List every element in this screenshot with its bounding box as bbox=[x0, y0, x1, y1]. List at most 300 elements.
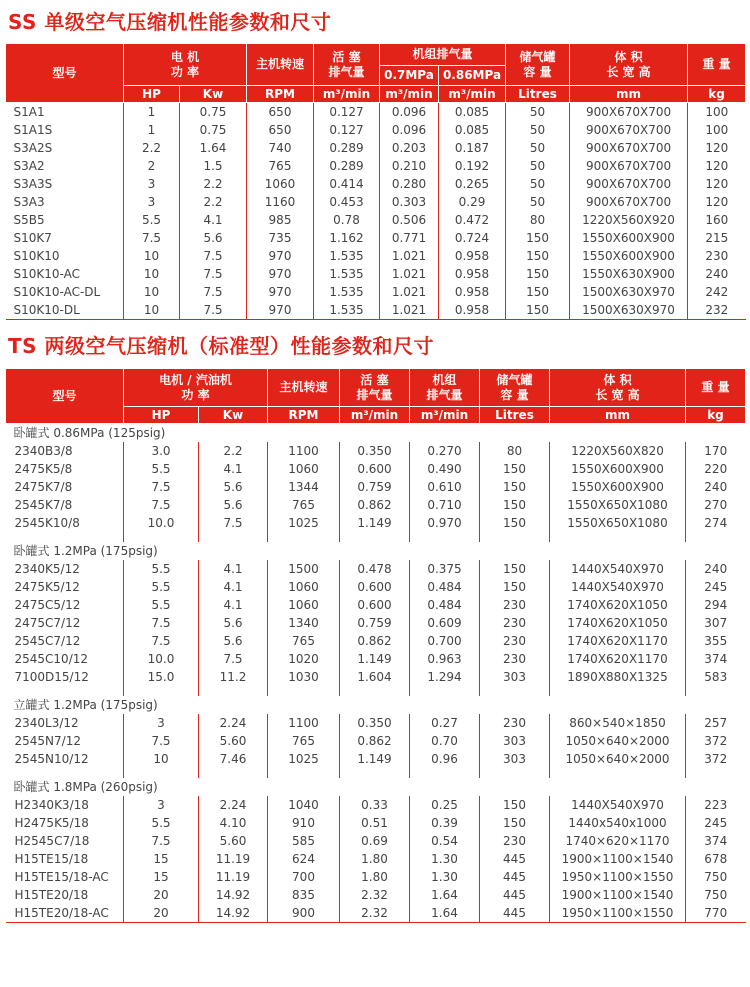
value-cell: 900X670X700 bbox=[570, 157, 688, 175]
value-cell: 14.92 bbox=[199, 904, 268, 923]
value-cell: 1500X630X970 bbox=[570, 301, 688, 320]
value-cell: 50 bbox=[506, 103, 570, 122]
value-cell: 3 bbox=[124, 193, 180, 211]
model-cell: S3A3S bbox=[13, 177, 53, 191]
value-cell: 20 bbox=[124, 904, 199, 923]
value-cell: 1025 bbox=[268, 514, 340, 532]
value-cell: 0.759 bbox=[340, 478, 410, 496]
value-cell: 5.5 bbox=[124, 596, 199, 614]
value-cell: 765 bbox=[268, 496, 340, 514]
value-cell: 230 bbox=[480, 596, 550, 614]
table-row bbox=[6, 283, 746, 301]
value-cell: 0.484 bbox=[410, 596, 480, 614]
gap-cell bbox=[686, 686, 746, 696]
value-cell: 1550X600X900 bbox=[570, 229, 688, 247]
model-cell: 7100D15/12 bbox=[14, 670, 89, 684]
value-cell: 0.610 bbox=[410, 478, 480, 496]
value-cell: 0.085 bbox=[439, 121, 506, 139]
value-cell: 445 bbox=[480, 850, 550, 868]
value-cell: 11.19 bbox=[199, 850, 268, 868]
value-cell: 303 bbox=[480, 750, 550, 768]
value-cell: 735 bbox=[247, 229, 314, 247]
gap-cell bbox=[340, 768, 410, 778]
table-row bbox=[6, 668, 746, 686]
table-row bbox=[6, 121, 746, 139]
value-cell: 1740X620X1170 bbox=[550, 650, 686, 668]
value-cell: 100 bbox=[688, 121, 746, 139]
value-cell: 1160 bbox=[247, 193, 314, 211]
header-weight: 重 量 bbox=[686, 369, 746, 407]
value-cell: 7.5 bbox=[124, 632, 199, 650]
value-cell: 230 bbox=[480, 614, 550, 632]
unit-cell: kg bbox=[688, 86, 746, 103]
model-cell: S10K10-AC bbox=[13, 267, 80, 281]
value-cell: 0.289 bbox=[314, 157, 380, 175]
value-cell: 0.490 bbox=[410, 460, 480, 478]
value-cell: 0.958 bbox=[439, 265, 506, 283]
value-cell: 7.5 bbox=[199, 650, 268, 668]
model-cell: H15TE20/18-AC bbox=[6, 904, 124, 923]
value-cell: 0.862 bbox=[340, 632, 410, 650]
value-cell: 1740×620×1170 bbox=[550, 832, 686, 850]
value-cell: 1220X560X820 bbox=[550, 442, 686, 460]
value-cell: 0.210 bbox=[380, 157, 439, 175]
table-row bbox=[6, 732, 746, 750]
value-cell: 374 bbox=[686, 832, 746, 850]
value-cell: 5.6 bbox=[199, 496, 268, 514]
value-cell: 970 bbox=[247, 247, 314, 265]
value-cell: 2.32 bbox=[340, 886, 410, 904]
value-cell: 0.478 bbox=[340, 560, 410, 578]
value-cell: 0.51 bbox=[340, 814, 410, 832]
value-cell: 1.604 bbox=[340, 668, 410, 686]
header-dimensions: 体 积 长 宽 高 bbox=[570, 44, 688, 86]
header-speed: 主机转速 bbox=[268, 369, 340, 407]
value-cell: 150 bbox=[480, 460, 550, 478]
gap-cell bbox=[480, 532, 550, 542]
value-cell: 120 bbox=[688, 139, 746, 157]
value-cell: 0.414 bbox=[314, 175, 380, 193]
value-cell: 1550X600X900 bbox=[570, 247, 688, 265]
value-cell: 5.5 bbox=[124, 211, 180, 229]
value-cell: 240 bbox=[686, 478, 746, 496]
model-cell: S10K10-AC-DL bbox=[13, 285, 101, 299]
header-model: 型号 bbox=[6, 44, 124, 103]
value-cell: 257 bbox=[686, 714, 746, 732]
value-cell: 120 bbox=[688, 157, 746, 175]
value-cell: 10 bbox=[124, 247, 180, 265]
header-dimensions: 体 积 长 宽 高 bbox=[550, 369, 686, 407]
value-cell: 1.535 bbox=[314, 265, 380, 283]
value-cell: 1 bbox=[124, 103, 180, 122]
gap-cell bbox=[124, 686, 199, 696]
value-cell: 678 bbox=[686, 850, 746, 868]
value-cell: 765 bbox=[247, 157, 314, 175]
value-cell: 303 bbox=[480, 732, 550, 750]
value-cell: 1030 bbox=[268, 668, 340, 686]
value-cell: 970 bbox=[247, 301, 314, 320]
value-cell: 15 bbox=[124, 850, 199, 868]
value-cell: 3 bbox=[124, 714, 199, 732]
value-cell: 1440X540X970 bbox=[550, 796, 686, 814]
value-cell: 1.294 bbox=[410, 668, 480, 686]
value-cell: 770 bbox=[686, 904, 746, 923]
header-flow-07mpa: 0.7MPa bbox=[380, 66, 439, 86]
value-cell: 740 bbox=[247, 139, 314, 157]
unit-cell: mm bbox=[550, 407, 686, 424]
value-cell: 0.187 bbox=[439, 139, 506, 157]
section-label: 立罐式 1.2MPa (175psig) bbox=[13, 698, 158, 712]
value-cell: 0.096 bbox=[380, 103, 439, 122]
table-row bbox=[6, 496, 746, 514]
value-cell: 0.970 bbox=[410, 514, 480, 532]
unit-cell: RPM bbox=[247, 86, 314, 103]
value-cell: 1500 bbox=[268, 560, 340, 578]
model-cell: H15TE15/18-AC bbox=[14, 870, 109, 884]
value-cell: 150 bbox=[480, 478, 550, 496]
value-cell: 0.963 bbox=[410, 650, 480, 668]
value-cell: 7.5 bbox=[124, 229, 180, 247]
value-cell: 0.771 bbox=[380, 229, 439, 247]
table-row bbox=[6, 211, 746, 229]
value-cell: 2.2 bbox=[180, 193, 247, 211]
value-cell: 3.0 bbox=[124, 442, 199, 460]
value-cell: 4.1 bbox=[199, 460, 268, 478]
value-cell: 5.6 bbox=[199, 632, 268, 650]
value-cell: 1340 bbox=[268, 614, 340, 632]
table-row bbox=[6, 175, 746, 193]
table-row bbox=[6, 850, 746, 868]
value-cell: 1.535 bbox=[314, 301, 380, 320]
table-row bbox=[6, 814, 746, 832]
value-cell: 230 bbox=[480, 632, 550, 650]
unit-cell: m³/min bbox=[340, 407, 410, 424]
value-cell: 0.958 bbox=[439, 283, 506, 301]
value-cell: 355 bbox=[686, 632, 746, 650]
unit-cell: Kw bbox=[199, 407, 268, 424]
value-cell: 1.30 bbox=[410, 868, 480, 886]
model-cell: 2545K10/8 bbox=[14, 516, 80, 530]
value-cell: 5.5 bbox=[124, 578, 199, 596]
model-cell: 2475K5/8 bbox=[14, 462, 73, 476]
value-cell: 1.5 bbox=[180, 157, 247, 175]
unit-cell: m³/min bbox=[439, 86, 506, 103]
value-cell: 7.5 bbox=[124, 832, 199, 850]
model-cell: S1A1S bbox=[13, 123, 53, 137]
model-cell: S3A2 bbox=[13, 159, 45, 173]
value-cell: 1440x540x1000 bbox=[550, 814, 686, 832]
ss-title: SS 单级空气压缩机性能参数和尺寸 bbox=[8, 10, 332, 34]
value-cell: 150 bbox=[506, 283, 570, 301]
model-cell: S3A2S bbox=[13, 141, 53, 155]
gap-cell bbox=[550, 532, 686, 542]
value-cell: 150 bbox=[506, 229, 570, 247]
model-cell: 2545C7/12 bbox=[14, 634, 81, 648]
value-cell: 1950×1100×1550 bbox=[550, 868, 686, 886]
value-cell: 1900×1100×1540 bbox=[550, 850, 686, 868]
value-cell: 624 bbox=[268, 850, 340, 868]
gap-cell bbox=[268, 768, 340, 778]
value-cell: 0.75 bbox=[180, 121, 247, 139]
value-cell: 10 bbox=[124, 301, 180, 320]
value-cell: 242 bbox=[688, 283, 746, 301]
value-cell: 1440X540X970 bbox=[550, 578, 686, 596]
unit-cell: kg bbox=[686, 407, 746, 424]
value-cell: 1900×1100×1540 bbox=[550, 886, 686, 904]
gap-cell bbox=[550, 686, 686, 696]
value-cell: 1060 bbox=[268, 460, 340, 478]
value-cell: 0.280 bbox=[380, 175, 439, 193]
section-label: 卧罐式 0.86MPa (125psig) bbox=[13, 426, 166, 440]
value-cell: 0.375 bbox=[410, 560, 480, 578]
table-row bbox=[6, 714, 746, 732]
value-cell: 1.021 bbox=[380, 283, 439, 301]
value-cell: 0.27 bbox=[410, 714, 480, 732]
value-cell: 1440X540X970 bbox=[550, 560, 686, 578]
model-cell: 2475C5/12 bbox=[14, 598, 81, 612]
table-row bbox=[6, 193, 746, 211]
value-cell: 1740X620X1170 bbox=[550, 632, 686, 650]
model-cell: S5B5 bbox=[13, 213, 45, 227]
table-row bbox=[6, 750, 746, 768]
value-cell: 3 bbox=[124, 796, 199, 814]
value-cell: 1020 bbox=[268, 650, 340, 668]
section-gap bbox=[6, 532, 746, 542]
header-motor-engine-power: 电机 / 汽油机 功 率 bbox=[124, 369, 268, 407]
value-cell: 120 bbox=[688, 175, 746, 193]
header-tank-capacity: 储气罐 容 量 bbox=[506, 44, 570, 86]
value-cell: 0.78 bbox=[314, 211, 380, 229]
value-cell: 1100 bbox=[268, 442, 340, 460]
value-cell: 1.162 bbox=[314, 229, 380, 247]
value-cell: 585 bbox=[268, 832, 340, 850]
table-row bbox=[6, 514, 746, 532]
header-model: 型号 bbox=[6, 369, 124, 424]
table-row bbox=[6, 632, 746, 650]
value-cell: 7.5 bbox=[180, 247, 247, 265]
value-cell: 0.350 bbox=[340, 442, 410, 460]
value-cell: 5.6 bbox=[199, 478, 268, 496]
value-cell: 303 bbox=[480, 668, 550, 686]
value-cell: 900X670X700 bbox=[570, 103, 688, 122]
unit-cell: m³/min bbox=[410, 407, 480, 424]
value-cell: 50 bbox=[506, 139, 570, 157]
value-cell: 0.096 bbox=[380, 121, 439, 139]
unit-cell: Litres bbox=[480, 407, 550, 424]
header-motor-power: 电 机 功 率 bbox=[124, 44, 247, 86]
value-cell: 1.021 bbox=[380, 265, 439, 283]
value-cell: 230 bbox=[480, 832, 550, 850]
table-row bbox=[6, 247, 746, 265]
value-cell: 0.33 bbox=[340, 796, 410, 814]
value-cell: 900X670X700 bbox=[570, 193, 688, 211]
unit-cell: mm bbox=[570, 86, 688, 103]
value-cell: 0.958 bbox=[439, 301, 506, 320]
value-cell: 14.92 bbox=[199, 886, 268, 904]
value-cell: 0.127 bbox=[314, 121, 380, 139]
value-cell: 230 bbox=[480, 714, 550, 732]
value-cell: 1740X620X1050 bbox=[550, 596, 686, 614]
value-cell: 15 bbox=[124, 868, 199, 886]
gap-cell bbox=[199, 532, 268, 542]
value-cell: 150 bbox=[480, 814, 550, 832]
value-cell: 170 bbox=[686, 442, 746, 460]
gap-cell bbox=[6, 686, 124, 696]
value-cell: 307 bbox=[686, 614, 746, 632]
value-cell: 765 bbox=[268, 732, 340, 750]
model-cell: 2475K5/12 bbox=[14, 580, 80, 594]
value-cell: 10 bbox=[124, 283, 180, 301]
ts-spec-table bbox=[5, 368, 746, 923]
model-cell: 2475C7/12 bbox=[14, 616, 81, 630]
model-cell: 2545K7/8 bbox=[14, 498, 73, 512]
value-cell: 1950×1100×1550 bbox=[550, 904, 686, 923]
unit-cell: Kw bbox=[180, 86, 247, 103]
value-cell: 215 bbox=[688, 229, 746, 247]
gap-cell bbox=[6, 768, 124, 778]
value-cell: 1.021 bbox=[380, 301, 439, 320]
model-cell: H15TE15/18 bbox=[14, 852, 89, 866]
value-cell: 1344 bbox=[268, 478, 340, 496]
value-cell: 0.265 bbox=[439, 175, 506, 193]
table-row bbox=[6, 650, 746, 668]
value-cell: 1500X630X970 bbox=[570, 283, 688, 301]
value-cell: 1.30 bbox=[410, 850, 480, 868]
gap-cell bbox=[268, 686, 340, 696]
value-cell: 150 bbox=[480, 796, 550, 814]
section-label: 卧罐式 1.8MPa (260psig) bbox=[13, 780, 158, 794]
value-cell: 2.2 bbox=[124, 139, 180, 157]
value-cell: 650 bbox=[247, 103, 314, 122]
table-row bbox=[6, 796, 746, 814]
value-cell: 1.149 bbox=[340, 650, 410, 668]
value-cell: 900X670X700 bbox=[570, 175, 688, 193]
value-cell: 50 bbox=[506, 157, 570, 175]
gap-cell bbox=[686, 768, 746, 778]
value-cell: 223 bbox=[686, 796, 746, 814]
value-cell: 0.759 bbox=[340, 614, 410, 632]
value-cell: 1060 bbox=[268, 578, 340, 596]
value-cell: 372 bbox=[686, 732, 746, 750]
value-cell: 900X670X700 bbox=[570, 121, 688, 139]
value-cell: 5.5 bbox=[124, 560, 199, 578]
value-cell: 150 bbox=[480, 496, 550, 514]
value-cell: 150 bbox=[506, 301, 570, 320]
table-row bbox=[6, 442, 746, 460]
value-cell: 0.96 bbox=[410, 750, 480, 768]
value-cell: 750 bbox=[686, 886, 746, 904]
value-cell: 445 bbox=[480, 886, 550, 904]
gap-cell bbox=[124, 768, 199, 778]
value-cell: 1.64 bbox=[410, 886, 480, 904]
value-cell: 50 bbox=[506, 193, 570, 211]
value-cell: 5.6 bbox=[180, 229, 247, 247]
ss-table-body bbox=[6, 103, 746, 320]
value-cell: 150 bbox=[506, 247, 570, 265]
table-row bbox=[6, 265, 746, 283]
value-cell: 80 bbox=[480, 442, 550, 460]
value-cell: 10 bbox=[124, 265, 180, 283]
value-cell: 583 bbox=[686, 668, 746, 686]
value-cell: 0.203 bbox=[380, 139, 439, 157]
value-cell: 0.958 bbox=[439, 247, 506, 265]
value-cell: 1040 bbox=[268, 796, 340, 814]
model-cell: 2340B3/8 bbox=[14, 444, 73, 458]
table-row bbox=[6, 614, 746, 632]
value-cell: 0.862 bbox=[340, 496, 410, 514]
value-cell: 80 bbox=[506, 211, 570, 229]
gap-cell bbox=[268, 532, 340, 542]
value-cell: 1.149 bbox=[340, 750, 410, 768]
gap-cell bbox=[480, 768, 550, 778]
ss-spec-table bbox=[5, 43, 746, 320]
value-cell: 232 bbox=[688, 301, 746, 320]
value-cell: 270 bbox=[686, 496, 746, 514]
table-row bbox=[6, 478, 746, 496]
header-unit-flow: 机组排气量 bbox=[380, 44, 506, 66]
value-cell: 7.5 bbox=[180, 265, 247, 283]
value-cell: 120 bbox=[688, 193, 746, 211]
table-row bbox=[6, 578, 746, 596]
value-cell: 15.0 bbox=[124, 668, 199, 686]
table-row bbox=[6, 596, 746, 614]
table-row bbox=[6, 301, 746, 320]
value-cell: 274 bbox=[686, 514, 746, 532]
value-cell: 245 bbox=[686, 578, 746, 596]
header-unit-flow: 机组 排气量 bbox=[410, 369, 480, 407]
value-cell: 985 bbox=[247, 211, 314, 229]
value-cell: 1050×640×2000 bbox=[550, 732, 686, 750]
value-cell: 1100 bbox=[268, 714, 340, 732]
value-cell: 5.60 bbox=[199, 732, 268, 750]
model-cell: S10K10 bbox=[13, 249, 60, 263]
value-cell: 10.0 bbox=[124, 650, 199, 668]
gap-cell bbox=[410, 686, 480, 696]
value-cell: 7.5 bbox=[124, 614, 199, 632]
value-cell: 0.862 bbox=[340, 732, 410, 750]
value-cell: 900X670X700 bbox=[570, 139, 688, 157]
header-flow-086mpa: 0.86MPa bbox=[439, 66, 506, 86]
table-row bbox=[6, 560, 746, 578]
table-row bbox=[6, 832, 746, 850]
section-gap bbox=[6, 686, 746, 696]
value-cell: 240 bbox=[686, 560, 746, 578]
model-cell: S10K10-DL bbox=[6, 301, 124, 320]
value-cell: 10 bbox=[124, 750, 199, 768]
model-cell: 2340K5/12 bbox=[14, 562, 80, 576]
unit-cell: RPM bbox=[268, 407, 340, 424]
model-cell: 2545N7/12 bbox=[14, 734, 81, 748]
model-cell: S3A3 bbox=[13, 195, 45, 209]
value-cell: 0.39 bbox=[410, 814, 480, 832]
header-speed: 主机转速 bbox=[247, 44, 314, 86]
value-cell: 7.5 bbox=[124, 496, 199, 514]
value-cell: 650 bbox=[247, 121, 314, 139]
value-cell: 160 bbox=[688, 211, 746, 229]
value-cell: 0.609 bbox=[410, 614, 480, 632]
value-cell: 2.2 bbox=[199, 442, 268, 460]
value-cell: 5.6 bbox=[199, 614, 268, 632]
value-cell: 900 bbox=[268, 904, 340, 923]
value-cell: 0.127 bbox=[314, 103, 380, 122]
value-cell: 0.69 bbox=[340, 832, 410, 850]
value-cell: 7.5 bbox=[180, 283, 247, 301]
value-cell: 5.5 bbox=[124, 460, 199, 478]
section-header bbox=[6, 778, 746, 796]
value-cell: 2.24 bbox=[199, 714, 268, 732]
value-cell: 7.46 bbox=[199, 750, 268, 768]
value-cell: 4.1 bbox=[199, 560, 268, 578]
